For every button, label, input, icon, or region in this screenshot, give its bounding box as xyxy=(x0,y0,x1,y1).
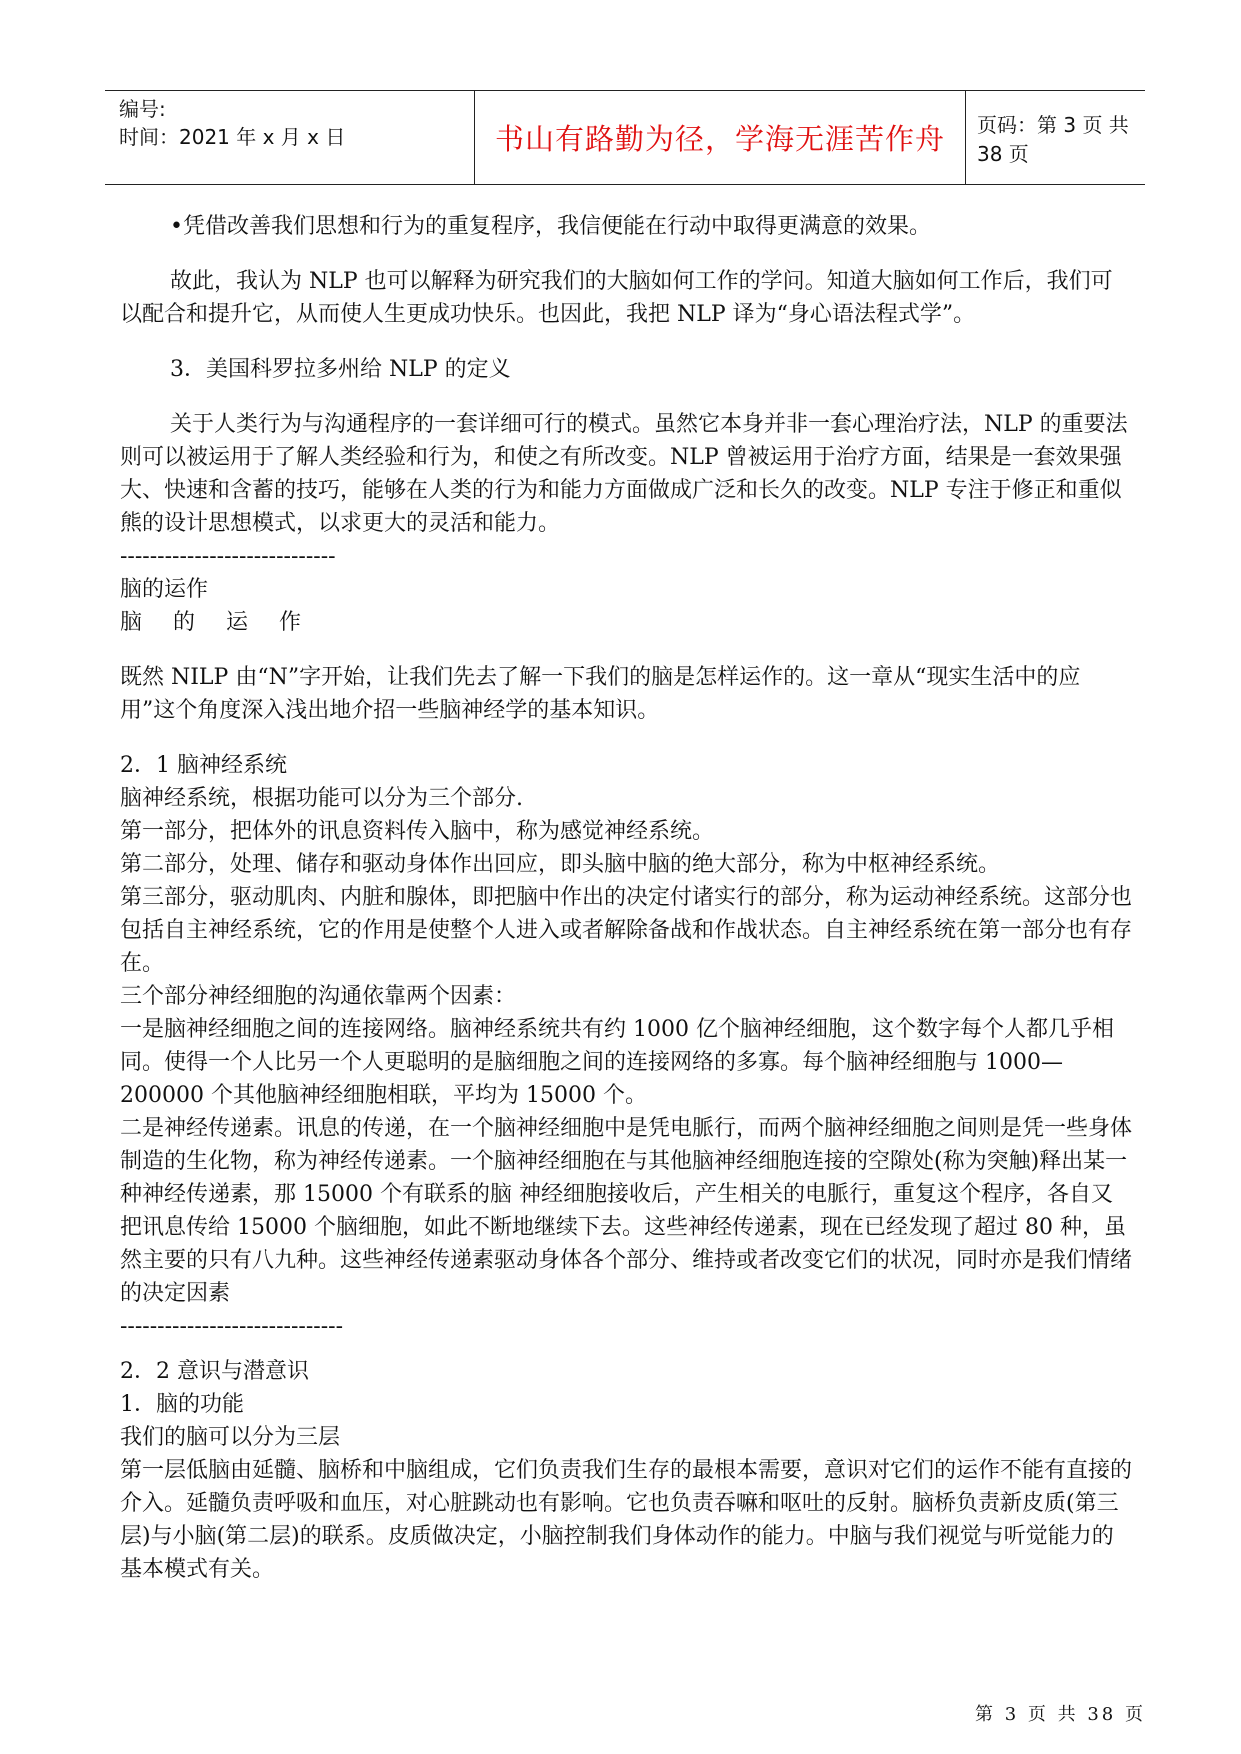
time-label: 时间：2021 年 x 月 x 日 xyxy=(119,125,346,149)
section-heading-2-2: 2．2 意识与潜意识 xyxy=(120,1359,309,1384)
paragraph-nlp-brain: 故此，我认为 NLP 也可以解释为研究我们的大脑如何工作的学问。知道大脑如何工作后，我们可以配合和提升它，从而使人生更成功快乐。也因此，我把 NLP 译为“身心语法程式学”。 xyxy=(120,269,1113,327)
heading-colorado-definition: 3．美国科罗拉多州给 NLP 的定义 xyxy=(170,357,511,382)
text-line: 一是脑神经细胞之间的连接网络。脑神经系统共有约 1000 亿个脑神经细胞，这个数字每个人都几乎相同。使得一个人比另一个人更聪明的是脑细胞之间的连接网络的多寡。每个脑神经细胞与 1000—200000 个其他脑神经细胞相联，平均为 15000 个。 xyxy=(120,1017,1114,1108)
sub-heading: 1．脑的功能 xyxy=(120,1392,244,1417)
text-line: 我们的脑可以分为三层 xyxy=(120,1425,341,1450)
header-right-cell xyxy=(965,91,1145,184)
text-line: 二是神经传递素。讯息的传递，在一个脑神经细胞中是凭电脈行，而两个脑神经细胞之间则是凭一些身体制造的生化物，称为神经传递素。一个脑神经细胞在与其他脑神经细胞连接的空隙处(称为突触)释出某一种神经传递素，那 15000 个有联系的脑 神经细胞接收后，产生相关的电脈行，重复这个程序，各自又把讯息传给 15000 个脑细胞，如此不断地继续下去。这些神经传递素，现在已经发现了超过 80 种，虽然主要的只有八九种。这些神经传递素驱动身体各个部分、维持或者改变它们的状况，同时亦是我们情绪的决定因素 xyxy=(120,1116,1133,1306)
document-body xyxy=(120,210,1132,1586)
section-heading-2-1: 2．1 脑神经系统 xyxy=(120,753,287,778)
serial-label: 编号: xyxy=(119,97,166,121)
header-left-cell xyxy=(119,91,474,184)
motto-text: 书山有路勤为径，学海无涯苦作舟 xyxy=(494,122,945,156)
divider-line: ------------------------------ xyxy=(120,1314,344,1339)
text-line: 脑神经系统，根据功能可以分为三个部分. xyxy=(120,786,523,811)
text-line: 三个部分神经细胞的沟通依靠两个因素： xyxy=(120,984,517,1009)
chapter-title-spaced: 脑 的 运 作 xyxy=(120,610,313,635)
text-line: 第二部分，处理、储存和驱动身体作出回应，即头脑中脑的绝大部分，称为中枢神经系统。 xyxy=(120,852,1001,877)
page-header xyxy=(105,90,1145,185)
paragraph-definition: 关于人类行为与沟通程序的一套详细可行的模式。虽然它本身并非一套心理治疗法，NLP 的重要法则可以被运用于了解人类经验和行为，和使之有所改变。NLP 曾被运用于治疗方面，结果是一套效果强大、快速和含蓄的技巧，能够在人类的行为和能力方面做成广泛和长久的改变。NLP 专注于修正和重似熊的设计思想模式，以求更大的灵活和能力。 xyxy=(120,412,1128,536)
text-line: 第一层低脑由延髓、脑桥和中脑组成，它们负责我们生存的最根本需要，意识对它们的运作不能有直接的介入。延髓负责呼吸和血压，对心脏跳动也有影响。它也负责吞嘛和呕吐的反射。脑桥负责新皮质(第三层)与小脑(第二层)的联系。皮质做决定，小脑控制我们身体动作的能力。中脑与我们视觉与听觉能力的基本模式有关。 xyxy=(120,1458,1133,1582)
divider-line: ----------------------------- xyxy=(120,544,336,569)
header-motto-cell xyxy=(474,91,966,184)
bullet-line: •凭借改善我们思想和行为的重复程序，我信便能在行动中取得更满意的效果。 xyxy=(170,214,931,239)
text-line: 第三部分，驱动肌肉、内脏和腺体，即把脑中作出的决定付诸实行的部分，称为运动神经系统。这部分也包括自主神经系统，它的作用是使整个人进入或者解除备战和作战状态。自主神经系统在第一部分也有存在。 xyxy=(120,885,1133,976)
chapter-title: 脑的运作 xyxy=(120,577,209,602)
text-line: 第一部分，把体外的讯息资料传入脑中，称为感觉神经系统。 xyxy=(120,819,715,844)
paragraph-intro: 既然 NILP 由“N”字开始，让我们先去了解一下我们的脑是怎样运作的。这一章从“现实生活中的应用”这个角度深入浅出地介招一些脑神经学的基本知识。 xyxy=(120,665,1081,723)
page-label: 页码：第 3 页 共 38 页 xyxy=(977,112,1129,166)
page-footer: 第 3 页 共 38 页 xyxy=(975,1704,1146,1725)
